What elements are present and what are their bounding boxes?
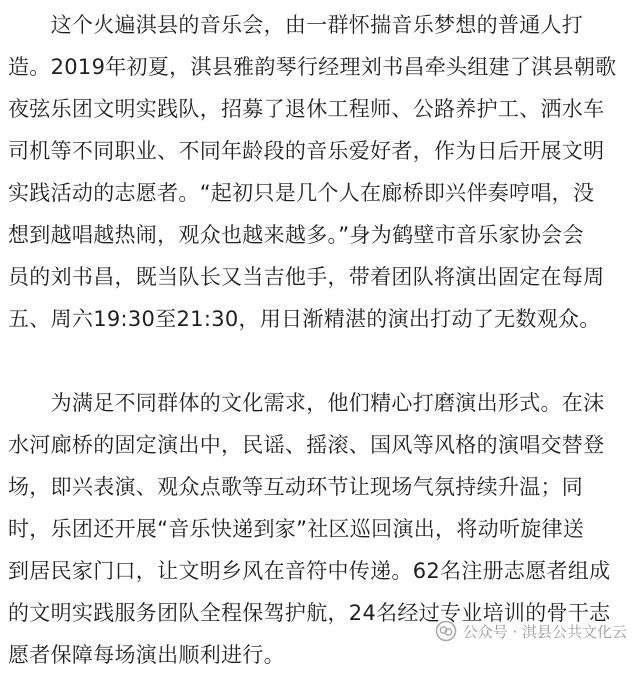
- wechat-watermark: [435, 620, 627, 642]
- text-line: 想到越唱越热闹，观众也越来越多。”身为鹤壁市音乐家协会会: [8, 223, 584, 247]
- text-line: 到居民家门口，让文明乡风在音符中传递。62名注册志愿者组成: [8, 559, 611, 583]
- text-line: 五、周六19:30至21:30，用日渐精湛的演出打动了无数观众。: [8, 307, 601, 331]
- text-line: 的文明实践服务团队全程保驾护航，24名经过专业培训的骨干志: [8, 601, 611, 625]
- watermark-label: 公众号 · 淇县公共文化云: [462, 622, 627, 641]
- text-line: 愿者保障每场演出顺利进行。: [8, 643, 285, 667]
- paragraph-spacer: [8, 340, 630, 382]
- paragraph-1: [8, 4, 630, 340]
- text-line: 员的刘书昌，既当队长又当吉他手，带着团队将演出固定在每周: [8, 265, 605, 289]
- wechat-official-account-icon: [435, 620, 457, 642]
- text-line: 为满足不同群体的文化需求，他们精心打磨演出形式。在沫: [8, 391, 605, 415]
- article-body: [8, 4, 630, 676]
- text-line: 水河廊桥的固定演出中，民谣、摇滚、国风等风格的演唱交替登: [8, 433, 605, 457]
- text-line: 这个火遍淇县的音乐会，由一群怀揣音乐梦想的普通人打: [8, 13, 584, 37]
- text-line: 实践活动的志愿者。“起初只是几个人在廊桥即兴伴奏哼唱，没: [8, 181, 595, 205]
- text-line: 夜弦乐团文明实践队，招募了退休工程师、公路养护工、洒水车: [8, 97, 605, 121]
- text-line: 造。2019年初夏，淇县雅韵琴行经理刘书昌牵头组建了淇县朝歌: [8, 55, 617, 79]
- text-line: 时，乐团还开展“音乐快递到家”社区巡回演出，将动听旋律送: [8, 517, 585, 541]
- text-line: 司机等不同职业、不同年龄段的音乐爱好者，作为日后开展文明: [8, 139, 605, 163]
- text-line: 场，即兴表演、观众点歌等互动环节让现场气氛持续升温；同: [8, 475, 584, 499]
